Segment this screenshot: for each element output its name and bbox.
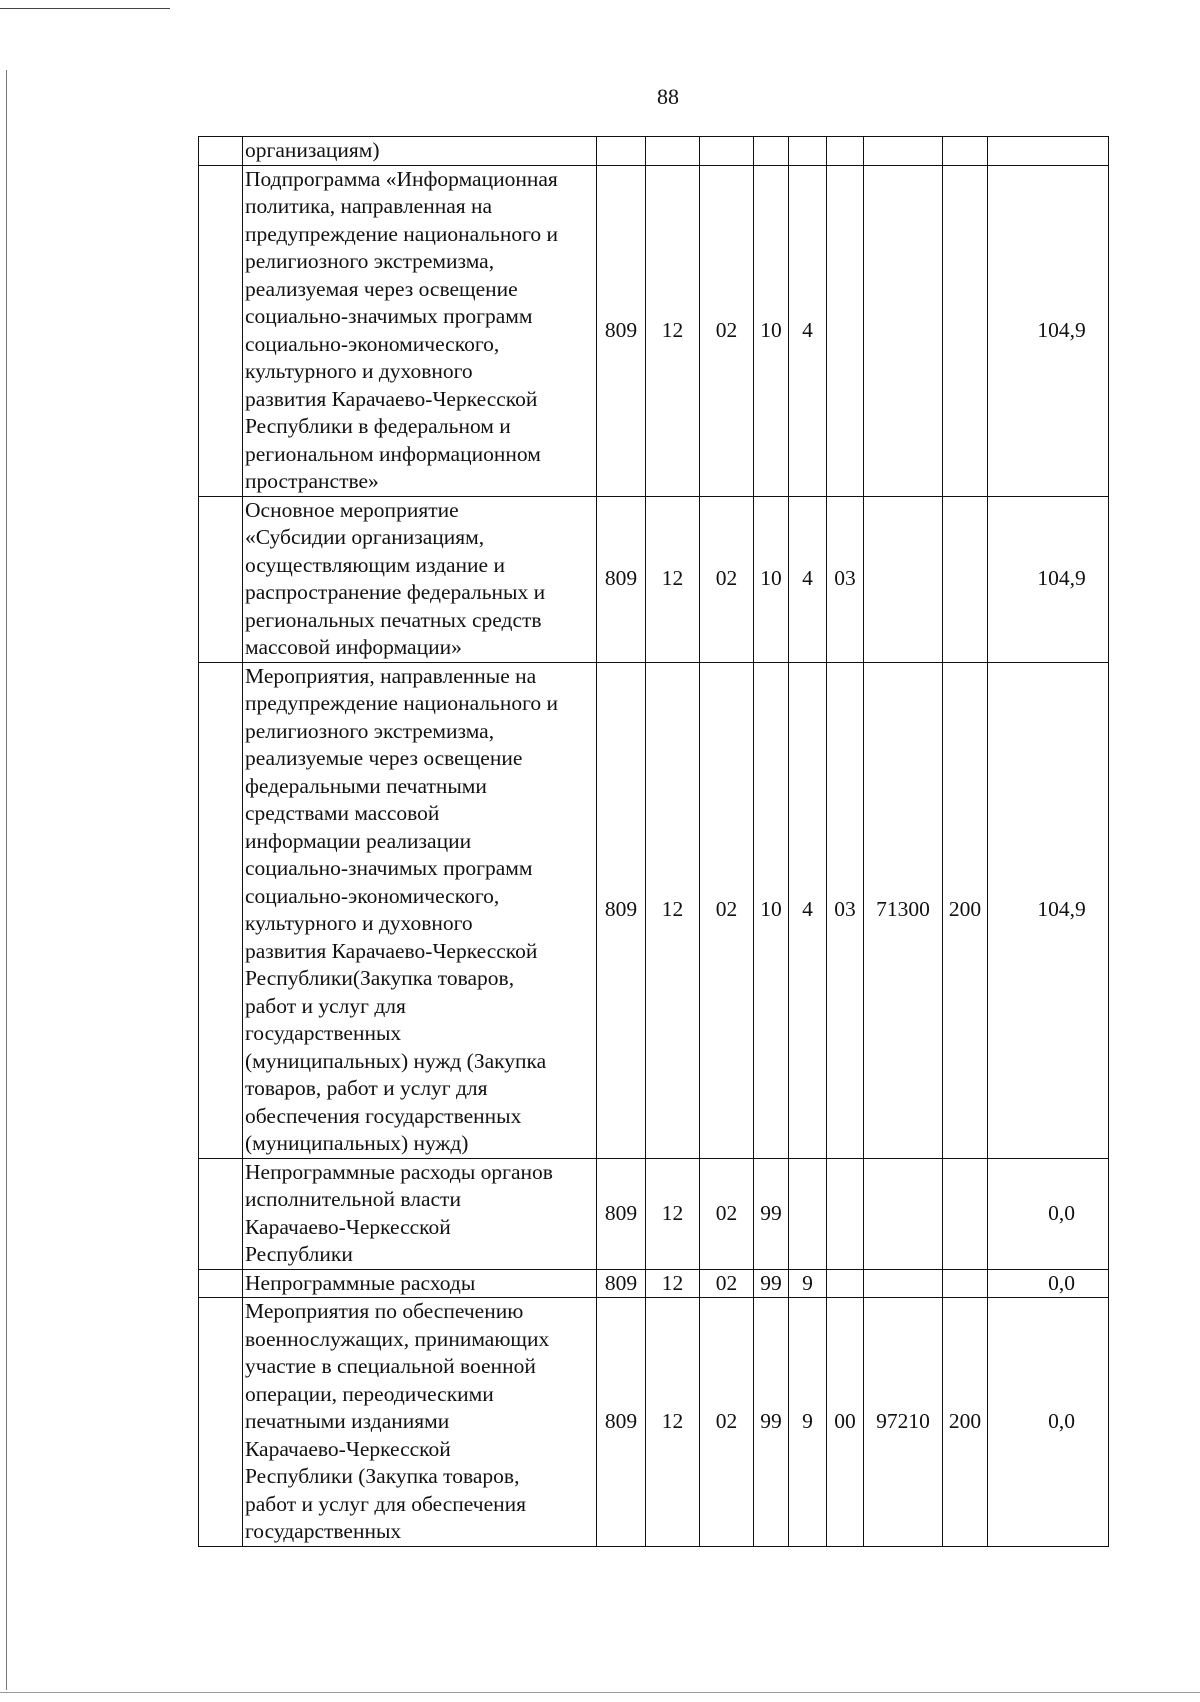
code-cell — [943, 165, 988, 496]
code-cell: 9 — [789, 1298, 827, 1547]
code-cell: 02 — [700, 496, 754, 662]
code-cell: 99 — [754, 1298, 789, 1547]
code-cell: 12 — [646, 662, 700, 1158]
code-cell: 200 — [943, 662, 988, 1158]
code-cell: 809 — [597, 662, 646, 1158]
code-cell — [864, 165, 943, 496]
code-cell — [943, 1158, 988, 1269]
code-cell — [597, 137, 646, 166]
code-cell — [646, 137, 700, 166]
code-cell: 12 — [646, 165, 700, 496]
code-cell: 809 — [597, 1298, 646, 1547]
table-row — [199, 1158, 1109, 1269]
budget-table — [198, 136, 1109, 1547]
row-blank-cell — [199, 662, 243, 1158]
description-cell: Мероприятия, направленные на предупреждение национального и религиозного экстремизма, реализуемые через освещение федеральными печатными средствами массовой информации реализации социально-значимых программ социально-экономического, культурного и духовного развития Карачаево-Черкесской Республики(Закупка товаров, работ и услуг для государственных (муниципальных) нужд (Закупка товаров, работ и услуг для обеспечения государственных (муниципальных) нужд) — [243, 662, 597, 1158]
code-cell: 99 — [754, 1158, 789, 1269]
description-cell: Подпрограмма «Информационная политика, направленная на предупреждение национального и религиозного экстремизма, реализуемая через освещение социально-значимых программ социально-экономического, культурного и духовного развития Карачаево-Черкесской Республики в федеральном и региональном информационном пространстве» — [243, 165, 597, 496]
description-cell: организациям) — [243, 137, 597, 166]
description-cell: Непрограммные расходы — [243, 1269, 597, 1298]
code-cell: 03 — [827, 496, 864, 662]
code-cell — [943, 496, 988, 662]
amount-cell: 104,9 — [988, 165, 1109, 496]
code-cell — [700, 137, 754, 166]
code-cell — [864, 1158, 943, 1269]
code-cell: 4 — [789, 165, 827, 496]
code-cell — [864, 137, 943, 166]
code-cell — [943, 1269, 988, 1298]
code-cell: 809 — [597, 1158, 646, 1269]
page-number: 88 — [657, 84, 679, 109]
code-cell — [789, 137, 827, 166]
code-cell: 10 — [754, 165, 789, 496]
code-cell: 809 — [597, 496, 646, 662]
code-cell — [754, 137, 789, 166]
code-cell: 12 — [646, 1158, 700, 1269]
amount-cell: 0,0 — [988, 1158, 1109, 1269]
table-row — [199, 1298, 1109, 1547]
code-cell — [827, 1269, 864, 1298]
table-row — [199, 496, 1109, 662]
code-cell: 71300 — [864, 662, 943, 1158]
code-cell: 200 — [943, 1298, 988, 1547]
description-cell: Мероприятия по обеспечению военнослужащих, принимающих участие в специальной военной операции, переодическими печатными изданиями Карачаево-Черкесской Республики (Закупка товаров, работ и услуг для обеспечения государственных — [243, 1298, 597, 1547]
code-cell: 00 — [827, 1298, 864, 1547]
amount-cell: 104,9 — [988, 662, 1109, 1158]
code-cell: 97210 — [864, 1298, 943, 1547]
table-row — [199, 137, 1109, 166]
code-cell: 02 — [700, 1158, 754, 1269]
table-row — [199, 662, 1109, 1158]
amount-cell: 0,0 — [988, 1269, 1109, 1298]
row-blank-cell — [199, 1158, 243, 1269]
code-cell — [864, 1269, 943, 1298]
code-cell: 10 — [754, 496, 789, 662]
scan-edge-bottom — [0, 1692, 1200, 1693]
amount-cell: 104,9 — [988, 496, 1109, 662]
code-cell: 12 — [646, 1269, 700, 1298]
code-cell — [864, 496, 943, 662]
description-cell: Основное мероприятие «Субсидии организациям, осуществляющим издание и распространение федеральных и региональных печатных средств массовой информации» — [243, 496, 597, 662]
code-cell: 4 — [789, 662, 827, 1158]
table-row — [199, 165, 1109, 496]
code-cell: 99 — [754, 1269, 789, 1298]
code-cell: 4 — [789, 496, 827, 662]
code-cell: 02 — [700, 662, 754, 1158]
amount-cell — [988, 137, 1109, 166]
scan-edge-left — [6, 70, 7, 1690]
code-cell: 12 — [646, 1298, 700, 1547]
code-cell: 02 — [700, 165, 754, 496]
code-cell: 12 — [646, 496, 700, 662]
code-cell: 809 — [597, 165, 646, 496]
scan-edge-top — [0, 8, 170, 9]
row-blank-cell — [199, 137, 243, 166]
row-blank-cell — [199, 1269, 243, 1298]
code-cell — [827, 165, 864, 496]
code-cell: 03 — [827, 662, 864, 1158]
code-cell — [827, 137, 864, 166]
code-cell — [789, 1158, 827, 1269]
row-blank-cell — [199, 496, 243, 662]
table-row — [199, 1269, 1109, 1298]
code-cell: 9 — [789, 1269, 827, 1298]
description-cell: Непрограммные расходы органов исполнительной власти Карачаево-Черкесской Республики — [243, 1158, 597, 1269]
code-cell — [943, 137, 988, 166]
code-cell: 02 — [700, 1298, 754, 1547]
code-cell — [827, 1158, 864, 1269]
row-blank-cell — [199, 165, 243, 496]
code-cell: 02 — [700, 1269, 754, 1298]
code-cell: 10 — [754, 662, 789, 1158]
amount-cell: 0,0 — [988, 1298, 1109, 1547]
code-cell: 809 — [597, 1269, 646, 1298]
row-blank-cell — [199, 1298, 243, 1547]
